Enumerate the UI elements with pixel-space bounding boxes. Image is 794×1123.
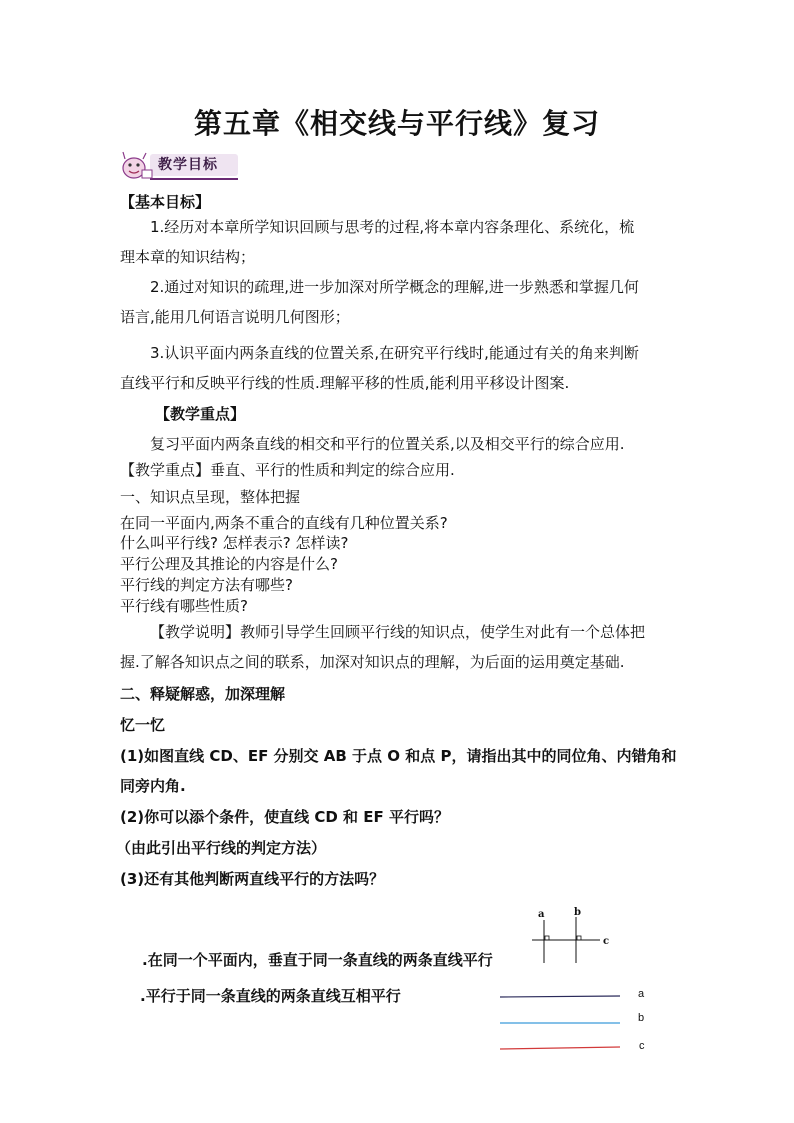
right-angle-b — [577, 936, 581, 940]
q2-line: (2)你可以添个条件，使直线 CD 和 EF 平行吗？ — [120, 808, 449, 826]
goal-line-4: 语言,能用几何语言说明几何图形； — [120, 308, 350, 326]
statement-perpendicular: .在同一个平面内，垂直于同一条直线的两条直线平行 — [142, 951, 493, 969]
focus-heading: 【教学重点】 — [155, 405, 246, 423]
question-5: 平行线有哪些性质? — [120, 597, 248, 615]
question-2: 什么叫平行线? 怎样表示? 怎样读? — [120, 534, 349, 552]
teaching-note-line-2: 握.了解各知识点之间的联系，加深对知识点的理解，为后面的运用奠定基础. — [120, 653, 625, 671]
parallel-label-c: c — [639, 1040, 645, 1052]
basic-goal-heading: 【基本目标】 — [120, 193, 211, 211]
right-angle-a — [545, 936, 549, 940]
focus-text: 复习平面内两条直线的相交和平行的位置关系,以及相交平行的综合应用. — [150, 435, 625, 453]
goal-line-6: 直线平行和反映平行线的性质.理解平移的性质,能利用平移设计图案. — [120, 374, 570, 392]
label-b: b — [574, 907, 581, 918]
badge-label: 教学目标 — [158, 157, 218, 173]
page-title: 第五章《相交线与平行线》复习 — [193, 107, 600, 140]
parallel-label-a: a — [638, 988, 645, 1000]
q2-note: （由此引出平行线的判定方法） — [116, 839, 327, 857]
parallel-line-a — [500, 996, 620, 997]
goal-line-3: 2.通过对知识的疏理,进一步加深对所学概念的理解,进一步熟悉和掌握几何 — [150, 278, 639, 296]
difficulty-text: 【教学重点】垂直、平行的性质和判定的综合应用. — [120, 461, 455, 479]
statement-parallel: .平行于同一条直线的两条直线互相平行 — [140, 987, 401, 1005]
section1-heading: 一、知识点呈现，整体把握 — [120, 488, 301, 506]
goal-line-2: 理本章的知识结构； — [120, 248, 256, 266]
q3-line: (3)还有其他判断两直线平行的方法吗？ — [120, 870, 385, 888]
q1-line-1: (1)如图直线 CD、EF 分别交 AB 于点 O 和点 P，请指出其中的同位角、内错角和 — [120, 747, 677, 765]
question-1: 在同一平面内,两条不重合的直线有几种位置关系? — [120, 514, 448, 532]
label-a: a — [538, 909, 545, 920]
section2-heading: 二、释疑解惑，加深理解 — [120, 685, 286, 703]
question-3: 平行公理及其推论的内容是什么? — [120, 555, 338, 573]
section2-sub: 忆一忆 — [120, 716, 166, 734]
parallel-line-c — [500, 1047, 620, 1049]
goal-line-1: 1.经历对本章所学知识回顾与思考的过程,将本章内容条理化、系统化，梳 — [150, 218, 635, 236]
label-c: c — [603, 936, 610, 947]
goal-line-5: 3.认识平面内两条直线的位置关系,在研究平行线时,能通过有关的角来判断 — [150, 344, 639, 362]
q1-line-2: 同旁内角. — [120, 777, 186, 795]
perpendicular-figure — [528, 905, 628, 965]
teaching-note-line-1: 【教学说明】教师引导学生回顾平行线的知识点，使学生对此有一个总体把 — [150, 623, 646, 641]
parallel-label-b: b — [638, 1012, 645, 1024]
teaching-goal-badge — [120, 150, 240, 184]
parallel-lines-figure — [495, 985, 665, 1057]
question-4: 平行线的判定方法有哪些? — [120, 576, 293, 594]
